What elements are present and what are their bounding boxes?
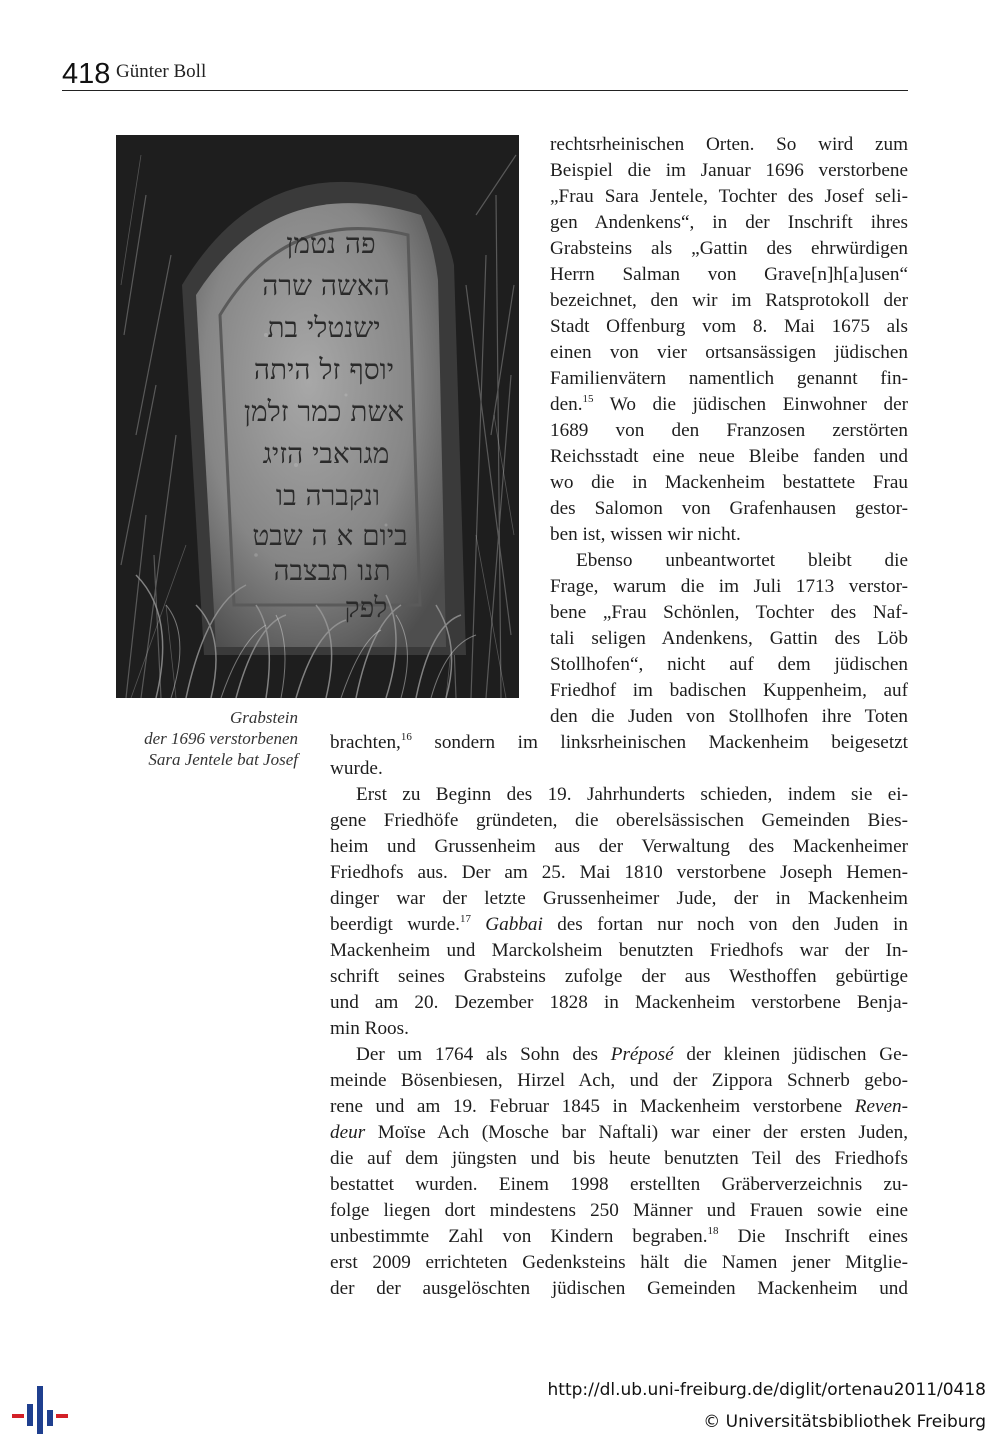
footnote-marker: 18 (707, 1225, 719, 1237)
text-fragment: sondern im linksrheinischen Mackenheim beigesetzt (411, 732, 908, 753)
right-column (550, 132, 908, 730)
hebrew-line: ביום א ה שבט (252, 519, 408, 552)
text-line: der der ausgelöschten jüdischen Gemeinden Mackenheim und (330, 1278, 908, 1299)
hebrew-line: תנו תבצבה (273, 554, 391, 587)
text-line: Reichsstadt eine neue Bleibe fanden und (550, 446, 908, 467)
page-number: 418 (62, 58, 111, 90)
text-line: „Frau Sara Jentele, Tochter des Josef seli- (550, 186, 908, 207)
ub-freiburg-logo-icon (10, 1386, 70, 1434)
text-line (330, 912, 908, 938)
text-line: Ebenso unbeantwortet bleibt die (576, 550, 908, 571)
text-line: und am 20. Dezember 1828 in Mackenheim verstorbene Benja- (330, 992, 908, 1013)
hebrew-line: מגראבי הזיג (262, 437, 390, 470)
text-line (330, 1224, 908, 1250)
text-line: bestattet wurden. Einem 1998 erstellten Gräberverzeichnis zu- (330, 1174, 908, 1195)
document-url-link[interactable]: http://dl.ub.uni-freiburg.de/diglit/ortenau2011/0418 (547, 1380, 986, 1400)
text-line: meinde Bösenbiesen, Hirzel Ach, und der Zippora Schnerb gebo- (330, 1070, 908, 1091)
text-line: Erst zu Beginn des 19. Jahrhunderts schieden, indem sie ei- (356, 784, 908, 805)
text-line: den die Juden von Stollhofen ihre Toten (550, 706, 908, 727)
text-line: gen Andenkens“, in der Inschrift ihres (550, 212, 908, 233)
text-line: erst 2009 errichteten Gedenksteins hält die Namen jener Mitglie- (330, 1252, 908, 1273)
text-line: 1689 von den Franzosen zerstörten (550, 420, 908, 441)
text-fragment: Moïse Ach (Mosche bar Naftali) war einer der ersten Juden, (365, 1122, 908, 1143)
text-line: folge liegen dort mindestens 250 Männer und Frauen sowie eine (330, 1200, 908, 1221)
italic-term: Préposé (610, 1044, 674, 1065)
caption-line: Grabstein (230, 708, 298, 727)
footer-bar (0, 1372, 1006, 1444)
text-line: bezeichnet, den wir im Ratsprotokoll der (550, 290, 908, 311)
text-fragment: des fortan nur noch von den Juden in (542, 914, 908, 935)
gravestone-photo (116, 135, 519, 698)
hebrew-line: יוסף זל היתה (253, 353, 395, 386)
text-fragment: den. (550, 394, 583, 415)
main-column (330, 730, 908, 1302)
text-line: einen von vier ortsansässigen jüdischen (550, 342, 908, 363)
text-line (550, 392, 908, 418)
text-fragment: brachten, (330, 732, 401, 753)
italic-term: deur (330, 1122, 366, 1143)
text-line: Grabsteins als „Gattin des ehrwürdigen (550, 238, 908, 259)
hebrew-line: פה נטמן (286, 227, 376, 260)
copyright-notice: © Universitätsbibliothek Freiburg (703, 1412, 986, 1432)
text-fragment: Der um 1764 als Sohn des (356, 1044, 611, 1065)
text-line: Herrn Salman von Grave[n]h[a]usen“ (550, 264, 908, 285)
text-line: heim und Grussenheim aus der Verwaltung des Mackenheimer (330, 836, 908, 857)
text-line: Stadt Offenburg vom 8. Mai 1675 als (550, 316, 908, 337)
text-line: rechtsrheinischen Orten. So wird zum (550, 134, 908, 155)
text-line (330, 1094, 908, 1120)
text-line: des Salomon von Grafenhausen gestor- (550, 498, 908, 519)
text-line: Stollhofen“, nicht auf dem jüdischen (550, 654, 908, 675)
text-line: Friedhofs aus. Der am 25. Mai 1810 verstorbene Joseph Hemen- (330, 862, 908, 883)
text-line: wurde. (330, 758, 383, 779)
text-line: Friedhof im badischen Kuppenheim, auf (550, 680, 908, 701)
text-line (330, 1042, 908, 1068)
text-fragment: rene und am 19. Februar 1845 in Mackenheim verstorbene (330, 1096, 855, 1117)
text-line: Beispiel die im Januar 1696 verstorbene (550, 160, 908, 181)
caption-line: der 1696 verstorbenen (144, 729, 298, 748)
caption-line: Sara Jentele bat Josef (148, 750, 298, 769)
text-line: tali seligen Andenkens, Gattin des Löb (550, 628, 908, 649)
text-line: dinger war der letzte Grussenheimer Jude, der in Mackenheim (330, 888, 908, 909)
running-header (62, 58, 908, 91)
text-fragment: Wo die jüdischen Einwohner der (593, 394, 908, 415)
text-line: schrift seines Grabsteins zufolge der aus Westhoffen gebürtige (330, 966, 908, 987)
text-fragment: Die Inschrift eines (718, 1226, 908, 1247)
italic-term: Reven- (854, 1096, 908, 1117)
footnote-marker: 17 (459, 913, 471, 925)
footnote-marker: 15 (582, 393, 594, 405)
hebrew-line: ונקברה בו (275, 479, 381, 512)
text-fragment: beerdigt wurde. (330, 914, 460, 935)
text-line: wo die in Mackenheim bestattete Frau (550, 472, 908, 493)
text-line: Mackenheim und Marckolsheim benutzten Friedhofs war der In- (330, 940, 908, 961)
footnote-marker: 16 (400, 731, 412, 743)
italic-term: Gabbai (485, 914, 543, 935)
text-line: Frage, warum die im Juli 1713 verstor- (550, 576, 908, 597)
text-fragment: der kleinen jüdischen Ge- (673, 1044, 909, 1065)
text-line: gene Friedhöfe gründeten, die oberelsässischen Gemeinden Bies- (330, 810, 908, 831)
running-header-author: Günter Boll (116, 61, 207, 82)
text-line: Familienvätern namentlich genannt fin- (550, 368, 908, 389)
hebrew-line: אשת כמר זלמן (243, 395, 405, 428)
text-line: bene „Frau Schönlen, Tochter des Naf- (550, 602, 908, 623)
text-line (330, 730, 908, 756)
text-line: ben ist, wissen wir nicht. (550, 524, 741, 545)
hebrew-line: ישנטלי בת (267, 311, 381, 344)
text-fragment: unbestimmte Zahl von Kindern begraben. (330, 1226, 708, 1247)
text-line: min Roos. (330, 1018, 409, 1039)
text-line: die auf dem jüngsten und bis heute benutzten Teil des Friedhofs (330, 1148, 908, 1169)
hebrew-line: לפק (344, 591, 388, 624)
text-line (330, 1120, 908, 1146)
hebrew-line: האשה שרה (262, 269, 390, 302)
figure-caption (100, 707, 298, 770)
